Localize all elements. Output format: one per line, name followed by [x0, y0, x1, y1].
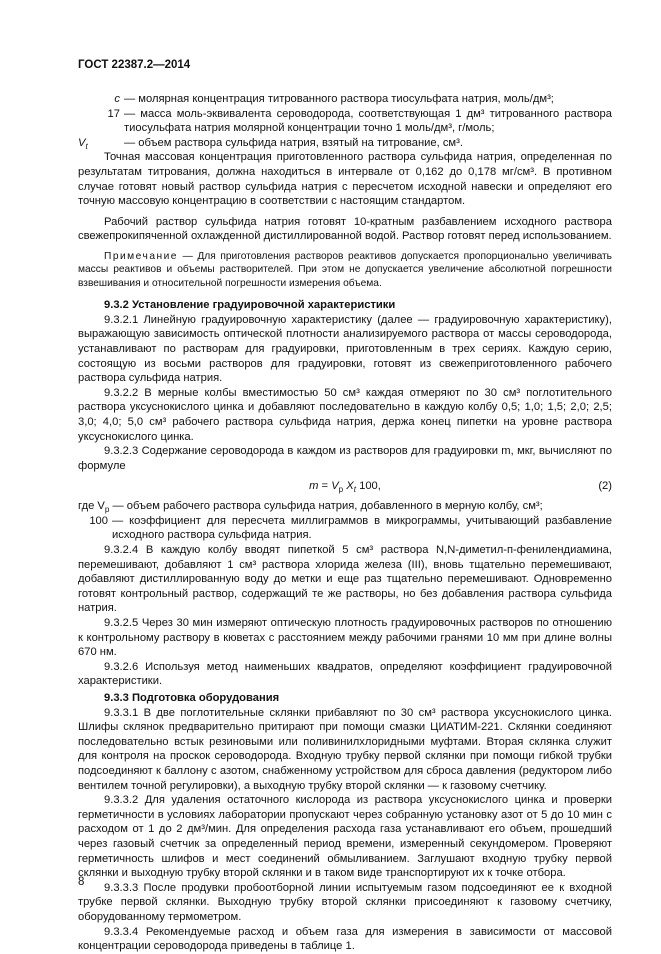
legend-item-17 — [78, 107, 612, 136]
paragraph-9-3-2-5: 9.3.2.5 Через 30 мин измеряют оптическую плотность градуировочных растворов по отношению к контрольному раствору в кюветах с расстоянием между рабочими гранями 10 мм при длине волны 670 нм. — [78, 617, 612, 659]
legend-key-c: с — [114, 93, 120, 105]
note-text: — Для приготовления растворов реактивов допускается пропорционально увеличивать массы реактивов и объемы растворителей. При этом не допускается увеличение абсолютной погрешности взвешивания и относительной погрешности измерения объема. — [78, 250, 612, 289]
section-9-3-3-title: 9.3.3 Подготовка оборудования — [104, 692, 280, 704]
legend-text-17: — масса моль-эквивалента сероводорода, соответствующая 1 дм³ титрованного раствора тиосульфата натрия молярной концентрации точно 1 моль/дм³, г/моль; — [124, 107, 612, 135]
paragraph-mass-concentration: Точная массовая концентрация приготовленного раствора сульфида натрия, определенная по результатам титрования, должна находиться в интервале от 0,162 до 0,178 мг/см³. В противном случае готовят новый раствор сульфида натрия с пересчетом исходной навески и определяют его точную массовую концентрацию в соответствии с настоящим стандартом. — [78, 151, 612, 208]
paragraph-9-3-2-6: 9.3.2.6 Используя метод наименьших квадратов, определяют коэффициент градуировочной характеристики. — [78, 660, 612, 688]
legend-item-100 — [78, 514, 612, 543]
legend-key-vt: $V_t$ — [78, 136, 88, 152]
paragraph-working-solution: Рабочий раствор сульфида натрия готовят 10-кратным разбавлением исходного раствора свежепрокипяченной охлажденной дистиллированной водой. Раствор готовят перед использованием. — [78, 215, 612, 243]
legend-item-c — [78, 92, 612, 107]
formula-expression: $m = V_p$ $X_t$ 100, — [309, 480, 381, 495]
paragraph-9-3-2-3: 9.3.2.3 Содержание сероводорода в каждом из растворов для градуировки m, мкг, вычисляют по формуле — [78, 445, 612, 472]
paragraph-9-3-2-1: 9.3.2.1 Линейную градуировочную характеристику (далее — градуировочную характеристику), выражающую зависимость оптической плотности анализируемого раствора от массы сероводорода, устанавливают по растворам для градуировки, приготовленным в трех сериях. Каждую серию, состоящую из восьми растворов для градуировки, готовят из свежеприготовленного рабочего раствора сульфида натрия. — [78, 313, 612, 385]
legend-key-17: 17 — [107, 107, 120, 120]
paragraph-9-3-2-2: 9.3.2.2 В мерные колбы вместимостью 50 см³ каждая отмеряют по 30 см³ поглотительного раствора уксуснокислого цинка и добавляют последовательно в каждую колбу 0,5; 1,0; 1,5; 2,0; 2,5; 3,0; 4,0; 5,0 см³ рабочего раствора сульфида натрия, держа конец пипетки на уровне раствора уксуснокислого цинка. — [78, 386, 612, 443]
paragraph-9-3-3-4: 9.3.3.4 Рекомендуемые расход и объем газа для измерения в зависимости от массовой концентрации сероводорода приведены в таблице 1. — [78, 925, 612, 953]
legend-text-vt: — объем раствора сульфида натрия, взятый на титрование, см³. — [124, 136, 463, 149]
legend-text-100: — коэффициент для пересчета миллиграммов в микрограммы, учитывающий разбавление исходного раствора сульфида натрия. — [112, 514, 612, 542]
formula-number: (2) — [598, 480, 612, 493]
paragraph-9-3-3-3: 9.3.3.3 После продувки пробоотборной линии испытуемым газом подсоединяют ее к входной трубке первой склянки. Выходную трубку второй склянки присоединяют к газовому счетчику, оборудованному термометром. — [78, 881, 612, 923]
paragraph-9-3-3-1: 9.3.3.1 В две поглотительные склянки прибавляют по 30 см³ раствора уксуснокислого цинка. Шлифы склянок предварительно притирают при помощи смазки ЦИАТИМ-221. Склянки соединяют последовательно встык резиновыми или поливинилхлоридными муфтами. Вторая склянка служит для контроля на проскок сероводорода. Входную трубку первой склянки при помощи гибкой трубки подсоединяют к баллону с азотом, снабженному устройством для сброса давления (редуктором либо вентилем точной регулировки), а выходную трубку второй склянки — к газовому счетчику. — [78, 706, 612, 792]
where-legend-vp: где $V_p$ — объем рабочего раствора сульфида натрия, добавленного в мерную колбу, см³; — [78, 500, 543, 515]
section-9-3-2-title: 9.3.2 Установление градуировочной характеристики — [104, 299, 396, 312]
document-header: ГОСТ 22387.2—2014 — [78, 59, 191, 71]
legend-text-c: — молярная концентрация титрованного раствора тиосульфата натрия, моль/дм³; — [124, 93, 554, 105]
formula-2 — [78, 475, 612, 499]
paragraph-9-3-2-4: 9.3.2.4 В каждую колбу вводят пипеткой 5 см³ раствора N,N-диметил-п-фенилендиамина, перемешивают, добавляют 1 см³ раствора хлорида железа (III), вновь тщательно перемешивают, добавляют дистиллированную воду до метки и еще раз тщательно перемешивают. Одновременно готовят контрольный раствор, содержащий те же растворы, но без добавления раствора сульфида натрия. — [78, 544, 612, 615]
paragraph-9-3-3-2: 9.3.3.2 Для удаления остаточного кислорода из раствора уксуснокислого цинка и проверки герметичности в условиях лаборатории пропускают через собранную установку азот от 5 до 10 мин с расходом от 1 до 2 дм³/мин. Для определения расхода газа устанавливают его объем, прошедший через газовый счетчик за определенный период времени, измеренный секундомером. Проверяют герметичность шлифов и мест соединений обмыливанием. Заглушают входную трубку первой склянки и выходную трубку второй склянки и в таком виде транспортируют их к точке отбора. — [78, 794, 612, 880]
document-body — [78, 92, 612, 954]
legend-item-vt — [78, 136, 612, 151]
legend-key-100: 100 — [89, 514, 108, 527]
page-number: 8 — [78, 876, 85, 888]
note-label: Примечание — [104, 250, 178, 262]
note — [78, 250, 612, 290]
